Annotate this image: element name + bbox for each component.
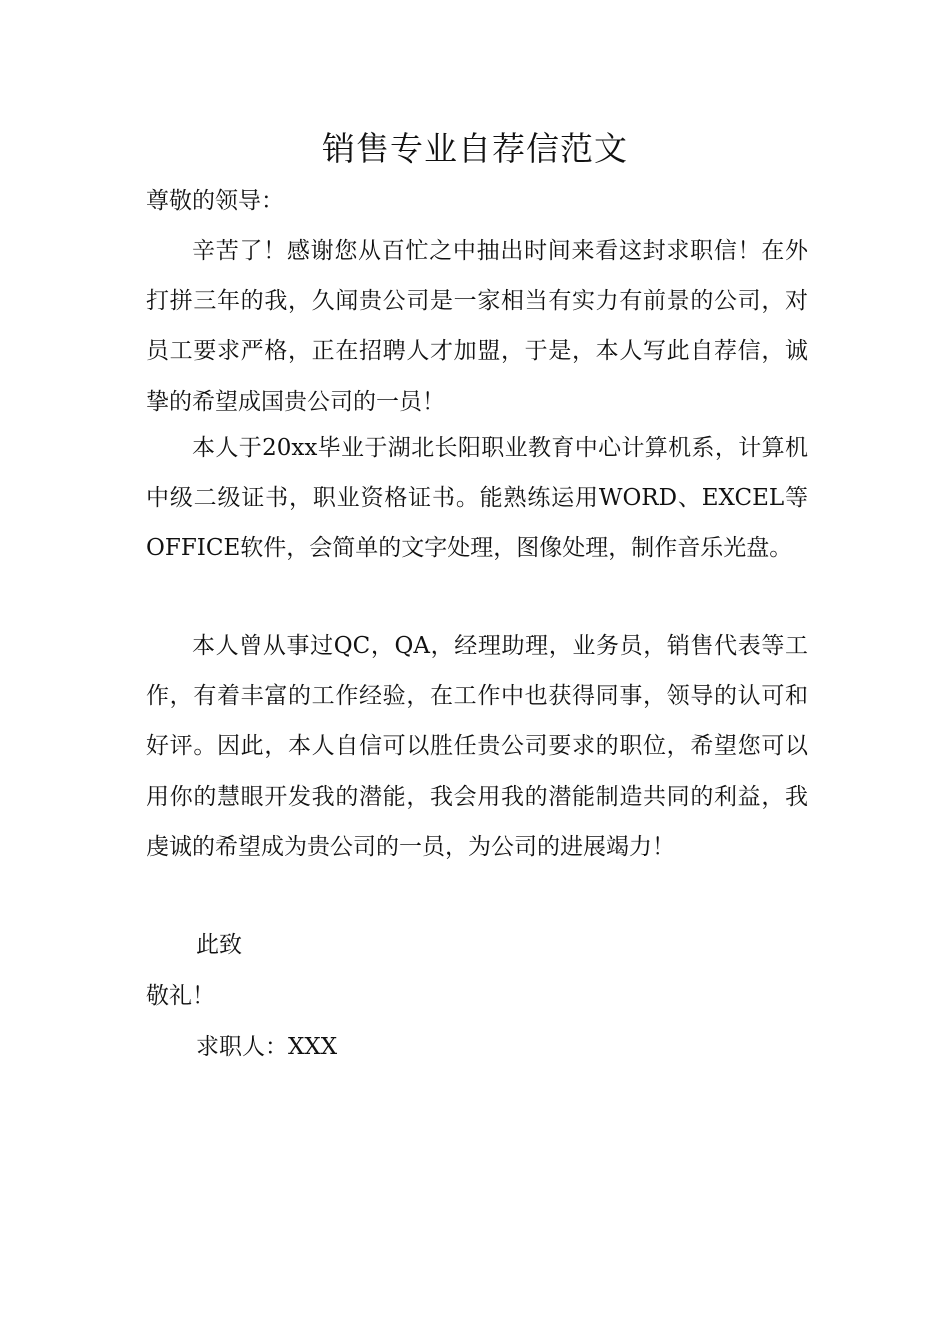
paragraph-2	[146, 423, 808, 574]
paragraph-2-text: 本人于20xx毕业于湖北长阳职业教育中心计算机系，计算机中级二级证书，职业资格证书。能熟练运用WORD、EXCEL等OFFICE软件，会简单的文字处理，图像处理，制作音乐光盘。	[146, 435, 808, 562]
greeting: 尊敬的领导：	[146, 188, 284, 214]
paragraph-3	[146, 621, 808, 872]
closing-regards: 敬礼！	[146, 983, 215, 1009]
document-title: 销售专业自荐信范文	[322, 129, 628, 168]
closing-salutation: 此致	[196, 932, 242, 958]
paragraph-1-text: 辛苦了！感谢您从百忙之中抽出时间来看这封求职信！在外打拼三年的我，久闻贵公司是一家相当有实力有前景的公司，对员工要求严格，正在招聘人才加盟，于是，本人写此自荐信，诚挚的希望成国贵公司的一员！	[146, 238, 808, 415]
signature: 求职人：XXX	[196, 1034, 338, 1060]
paragraph-3-text: 本人曾从事过QC，QA，经理助理，业务员，销售代表等工作，有着丰富的工作经验，在工作中也获得同事，领导的认可和好评。因此，本人自信可以胜任贵公司要求的职位，希望您可以用你的慧眼开发我的潜能，我会用我的潜能制造共同的利益，我虔诚的希望成为贵公司的一员，为公司的进展竭力！	[146, 633, 808, 860]
paragraph-1	[146, 226, 808, 427]
